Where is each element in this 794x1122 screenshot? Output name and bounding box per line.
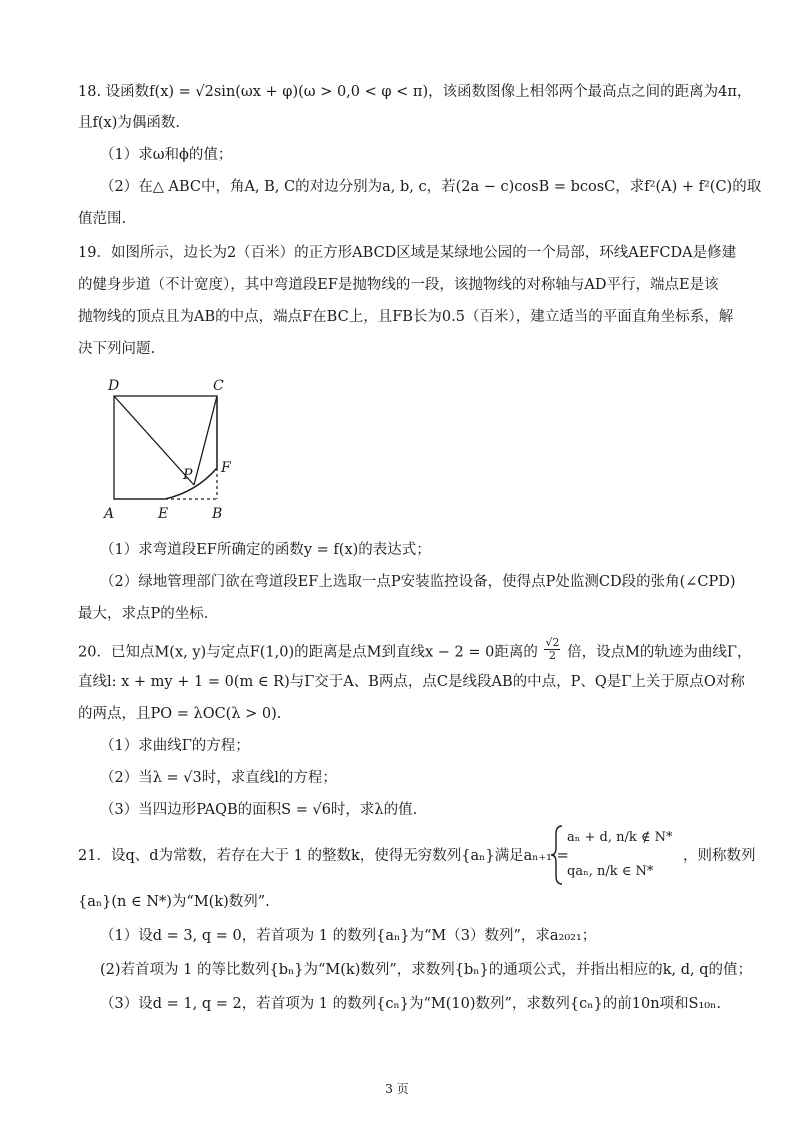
p18-line-2: 且f(x)为偶函数.	[78, 115, 180, 131]
p20-fraction-numerator: √2	[545, 636, 560, 649]
p18-question-2-line-2: 值范围.	[78, 211, 127, 227]
p21-line-1-start: 21．设q、d为常数，若存在大于 1 的整数k，使得无穷数列{aₙ}满足aₙ₊₁ =	[78, 848, 569, 864]
p18-line-1: 18. 设函数f(x) = √2sin(ωx + φ)(ω > 0,0 < φ < π)，该函数图像上相邻两个最高点之间的距离为4π，	[78, 84, 752, 100]
square-cover-right	[215, 467, 219, 501]
p21-question-2: (2)若首项为 1 的等比数列{bₙ}为“M(k)数列”，求数列{bₙ}的通项公式，并指出相应的k, d, q的值；	[100, 962, 753, 978]
p19-line-1: 19．如图所示，边长为2（百米）的正方形ABCD区域是某绿地公园的一个局部，环线AEFCDA是修建	[78, 245, 737, 261]
p19-line-4: 决下列问题.	[78, 341, 156, 357]
p21-line-1-end: ，则称数列	[683, 848, 756, 864]
p20-question-3: （3）当四边形PAQB的面积S = √6时，求λ的值.	[100, 802, 418, 818]
p20-fraction	[544, 637, 560, 662]
label-c: C	[213, 378, 224, 394]
p19-line-2: 的健身步道（不计宽度），其中弯道段EF是抛物线的一段，该抛物线的对称轴与AD平行，端点E是该	[78, 277, 719, 293]
label-p: P	[183, 467, 193, 483]
p19-question-2-line-2: 最大，求点P的坐标.	[78, 606, 209, 622]
p19-question-1: （1）求弯道段EF所确定的函数y = f(x)的表达式；	[100, 542, 431, 558]
p20-fraction-denominator: 2	[548, 649, 556, 662]
p20-line-2: 直线l: x + my + 1 = 0(m ∈ R)与Γ交于A、B两点，点C是线段AB的中点，P、Q是Γ上关于原点O对称	[78, 674, 745, 690]
p19-figure	[100, 372, 250, 522]
label-b: B	[212, 506, 223, 522]
page-number: 3 页	[385, 1082, 409, 1096]
p20-line-1-end: 倍，设点M的轨迹为曲线Γ，	[567, 644, 752, 661]
p20-line-1	[78, 636, 752, 665]
p19-line-3: 抛物线的顶点且为AB的中点，端点F在BC上，且FB长为0.5（百米），建立适当的平面直角坐标系，解	[78, 309, 734, 325]
p21-case-1: aₙ + d, n/k ∉ N*	[567, 830, 673, 845]
p18-question-1: （1）求ω和ϕ的值；	[100, 147, 233, 163]
p21-question-3: （3）设d = 1, q = 2，若首项为 1 的数列{cₙ}为“M(10)数列”，求数列{cₙ}的前10n项和S₁₀ₙ.	[100, 996, 721, 1012]
p20-question-2: （2）当λ = √3时，求直线l的方程；	[100, 770, 337, 786]
p20-line-3: 的两点，且PO = λOC(λ > 0).	[78, 706, 282, 722]
p21-case-2: qaₙ, n/k ∈ N*	[567, 864, 654, 879]
label-d: D	[108, 378, 120, 394]
square-abcd	[114, 396, 217, 499]
label-e: E	[158, 506, 169, 522]
label-f: F	[221, 460, 231, 476]
p21-question-1: （1）设d = 3, q = 0，若首项为 1 的数列{aₙ}为“M（3）数列”，求a₂₀₂₁；	[100, 928, 597, 944]
segment-pd	[114, 396, 194, 485]
p20-line-1-start: 20．已知点M(x, y)与定点F(1,0)的距离是点M到直线x − 2 = 0距离的	[78, 644, 538, 661]
p21-brace-icon	[550, 824, 564, 886]
label-a: A	[104, 506, 115, 522]
p18-question-2-line-1: （2）在△ ABC中，角A, B, C的对边分别为a, b, c，若(2a − c)cosB = bcosC，求f²(A) + f²(C)的取	[100, 179, 762, 195]
p19-question-2-line-1: （2）绿地管理部门欲在弯道段EF上选取一点P安装监控设备，使得点P处监测CD段的张角(∠CPD)	[100, 574, 736, 590]
p21-line-2: {aₙ}(n ∈ N*)为“M(k)数列”.	[78, 894, 270, 910]
p20-question-1: （1）求曲线Γ的方程；	[100, 738, 250, 754]
